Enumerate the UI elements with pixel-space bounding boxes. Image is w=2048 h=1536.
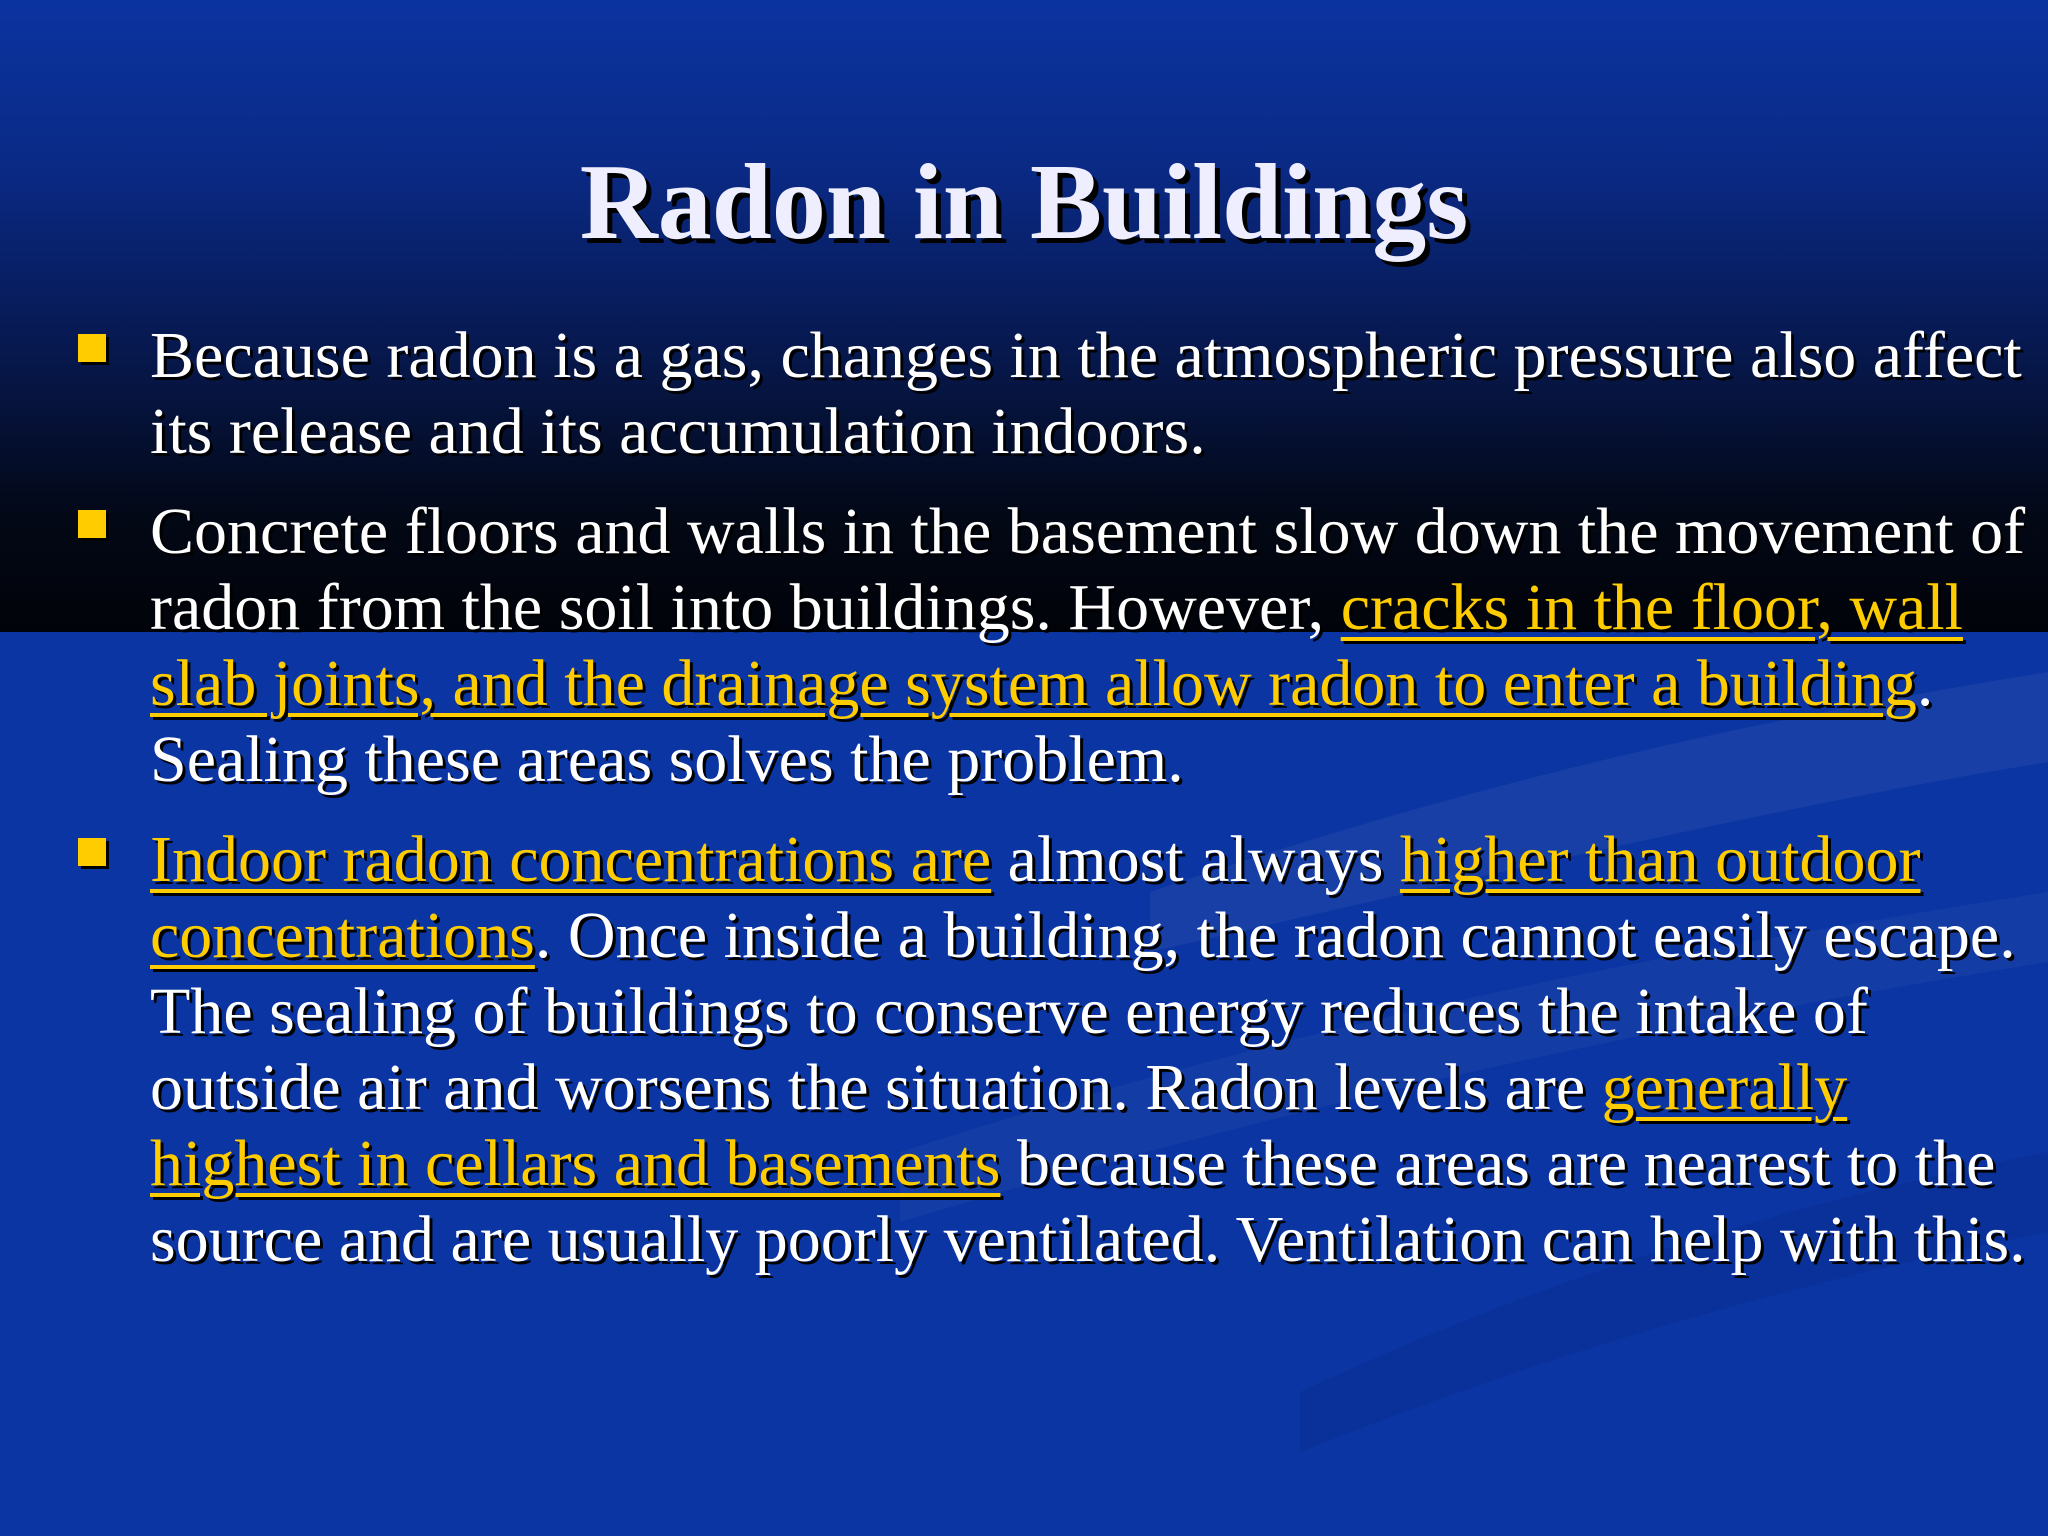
- bullet-list: [0, 318, 2048, 1302]
- slide-title: Radon in Buildings: [579, 143, 1469, 262]
- bullet-text-segment: . Sealing these areas solves the problem.: [150, 647, 1934, 796]
- bullet-text: [150, 495, 2025, 796]
- highlighted-phrase: generally highest in cellars and basements: [150, 1051, 1848, 1200]
- highlighted-phrase: Indoor radon concentrations are: [150, 823, 992, 896]
- bullet-text-segment: . Once inside a building, the radon cannot easily escape. The sealing of buildings to conserve energy reduces the intake of outside air and worsens the situation. Radon levels are: [150, 899, 2016, 1124]
- bullet-text-segment: Concrete floors and walls in the basement slow down the movement of radon from the soil into buildings. However,: [150, 495, 2026, 644]
- bullet-text: [150, 823, 2026, 1276]
- square-bullet-icon: [78, 838, 106, 866]
- bullet-text-segment: almost always: [991, 823, 1400, 896]
- bullet-item: [0, 822, 2048, 1278]
- bullet-item: [0, 494, 2048, 798]
- square-bullet-icon: [78, 510, 106, 538]
- highlighted-phrase: higher than outdoor concentrations: [150, 823, 1921, 972]
- bullet-text-segment: because these areas are nearest to the source and are usually poorly ventilated. Ventilation can help with this.: [150, 1127, 2026, 1276]
- square-bullet-icon: [78, 334, 106, 362]
- bullet-text: [150, 319, 2022, 468]
- bullet-text-segment: Because radon is a gas, changes in the atmospheric pressure also affect its release and its accumulation indoors.: [150, 319, 2022, 468]
- bullet-item: [0, 318, 2048, 470]
- highlighted-phrase: cracks in the floor, wall slab joints, and the drainage system allow radon to enter a building: [150, 571, 1963, 720]
